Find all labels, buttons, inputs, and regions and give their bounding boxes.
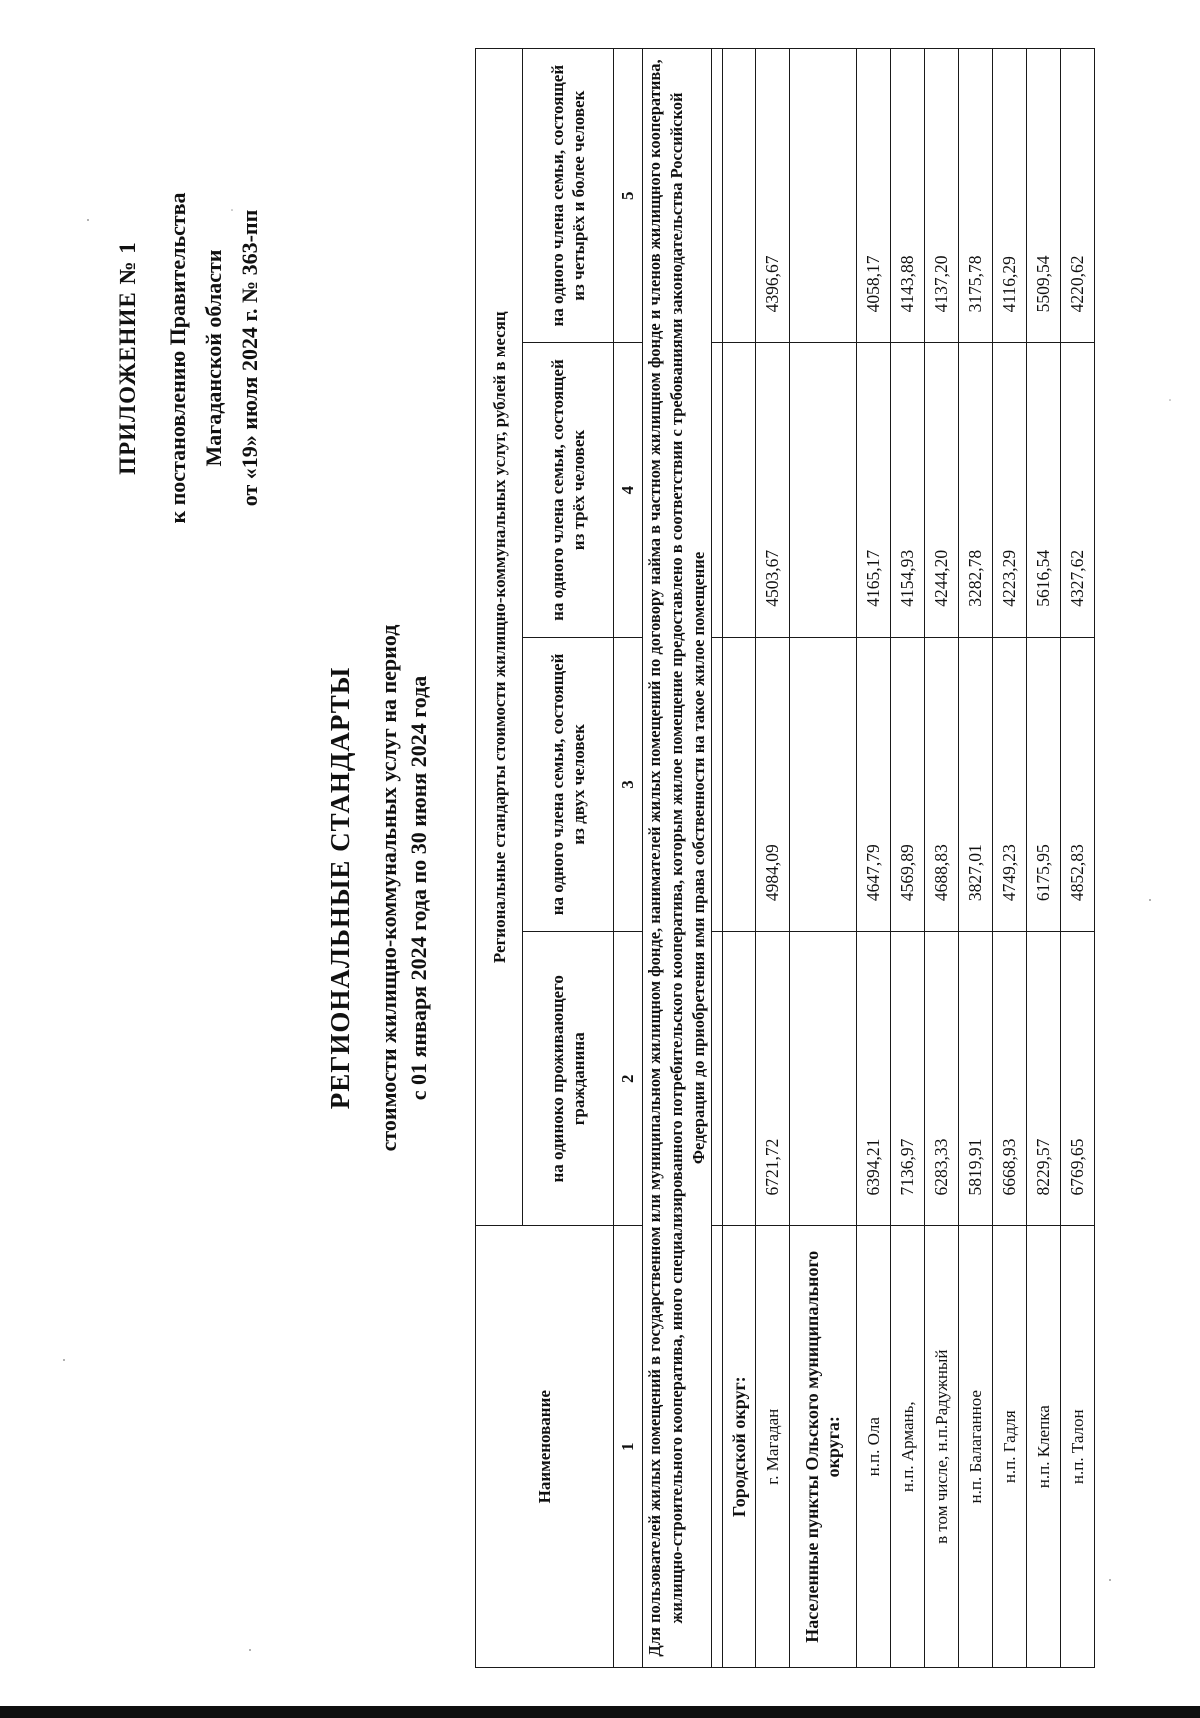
column-number-row: [614, 49, 643, 1668]
cell-value: 3175,78: [959, 49, 993, 343]
row-name: н.п. Армань,: [891, 1226, 925, 1668]
row-name: н.п. Талон: [1061, 1226, 1095, 1668]
header-group: Региональные стандарты стоимости жилищно-коммунальных услуг, рублей в месяц: [476, 49, 523, 1226]
row-name: Населенные пункты Ольского муниципального округа:: [790, 1226, 857, 1668]
cell-value: 4116,29: [993, 49, 1027, 343]
row-name: н.п. Ола: [857, 1226, 891, 1668]
cell-value: 4688,83: [925, 637, 959, 931]
header-name: Наименование: [476, 1226, 614, 1668]
header-col-single: на одиноко проживающего гражданина: [523, 932, 614, 1226]
row-name: г. Магадан: [756, 1226, 790, 1668]
row-name: в том числе, н.п.Радужный: [925, 1226, 959, 1668]
cell-value: 8229,57: [1027, 932, 1061, 1226]
header-col-two: на одного члена семьи, состоящей из двух человек: [523, 637, 614, 931]
cell-value: 6283,33: [925, 932, 959, 1226]
scan-bottom-edge: [0, 1706, 1200, 1718]
table-row: [1061, 49, 1095, 1668]
applicability-note: Для пользователей жилых помещений в государственном или муниципальном жилищном фонде, нанимателей жилых помещений по договору найма в частном жилищном фонде и членов жилищного кооператива, жилищно-строительного кооператива, иного специализированного потребительского кооператива, которым жилое помещение предоставлено в соответствии с требованиями законодательства Российской Федерации до приобретения ими права собственности на такое жилое помещение: [643, 49, 712, 1668]
cell-value: 6668,93: [993, 932, 1027, 1226]
cell-value: 4852,83: [1061, 637, 1095, 931]
document-subtitle-line-2: с 01 января 2024 года по 30 июня 2024 года: [406, 675, 431, 1101]
spacer-row: [712, 49, 723, 1668]
cell-value: 4154,93: [891, 343, 925, 637]
appendix-line-date: от «19» июля 2024 г. № 363-пп: [237, 209, 262, 507]
cell-value: 5616,54: [1027, 343, 1061, 637]
standards-table: [475, 48, 1095, 1668]
column-number: 3: [614, 637, 643, 931]
table-row: [925, 49, 959, 1668]
cell-value: 6769,65: [1061, 932, 1095, 1226]
cell-value: 3827,01: [959, 637, 993, 931]
cell-value: 7136,97: [891, 932, 925, 1226]
cell-value: 6721,72: [756, 932, 790, 1226]
cell-value: 4396,67: [756, 49, 790, 343]
cell-value: 4244,20: [925, 343, 959, 637]
cell-value: 5819,91: [959, 932, 993, 1226]
table-row: [756, 49, 790, 1668]
row-name: н.п. Гадля: [993, 1226, 1027, 1668]
column-number: 5: [614, 49, 643, 343]
cell-value: 4220,62: [1061, 49, 1095, 343]
table-row: [857, 49, 891, 1668]
cell-value: 4569,89: [891, 637, 925, 931]
document-heading: [320, 318, 434, 1458]
appendix-title: ПРИЛОЖЕНИЕ № 1: [115, 241, 140, 475]
cell-value: 4137,20: [925, 49, 959, 343]
cell-value: 4647,79: [857, 637, 891, 931]
cell-value: 3282,78: [959, 343, 993, 637]
table-row: [1027, 49, 1061, 1668]
cell-value: 6175,95: [1027, 637, 1061, 931]
cell-value: 4165,17: [857, 343, 891, 637]
column-number: 1: [614, 1226, 643, 1668]
document-subtitle-line-1: стоимости жилищно-коммунальных услуг на период: [376, 624, 401, 1152]
appendix-line-region: Магаданской области: [201, 249, 226, 467]
cell-value: 4984,09: [756, 637, 790, 931]
table-row: [993, 49, 1027, 1668]
table-row: [723, 49, 756, 1668]
table-row: [959, 49, 993, 1668]
column-number: 4: [614, 343, 643, 637]
cell-value: 4503,67: [756, 343, 790, 637]
row-name: н.п. Клепка: [1027, 1226, 1061, 1668]
row-name: Городской округ:: [723, 1226, 756, 1668]
table-row: [891, 49, 925, 1668]
cell-value: 4223,29: [993, 343, 1027, 637]
applicability-note-row: [643, 49, 712, 1668]
header-col-four: на одного члена семьи, состоящей из четырёх и более человек: [523, 49, 614, 343]
column-number: 2: [614, 932, 643, 1226]
header-col-three: на одного члена семьи, состоящей из трёх человек: [523, 343, 614, 637]
cell-value: 4058,17: [857, 49, 891, 343]
cell-value: 4327,62: [1061, 343, 1095, 637]
document-title: РЕГИОНАЛЬНЫЕ СТАНДАРТЫ: [325, 666, 355, 1110]
cell-value: 5509,54: [1027, 49, 1061, 343]
header-row-group: [476, 49, 523, 1668]
table-row: [790, 49, 857, 1668]
cell-value: 4749,23: [993, 637, 1027, 931]
cell-value: 6394,21: [857, 932, 891, 1226]
row-name: н.п. Балаганное: [959, 1226, 993, 1668]
appendix-block: [110, 78, 268, 638]
appendix-line-decree: к постановлению Правительства: [165, 192, 190, 524]
cell-value: 4143,88: [891, 49, 925, 343]
